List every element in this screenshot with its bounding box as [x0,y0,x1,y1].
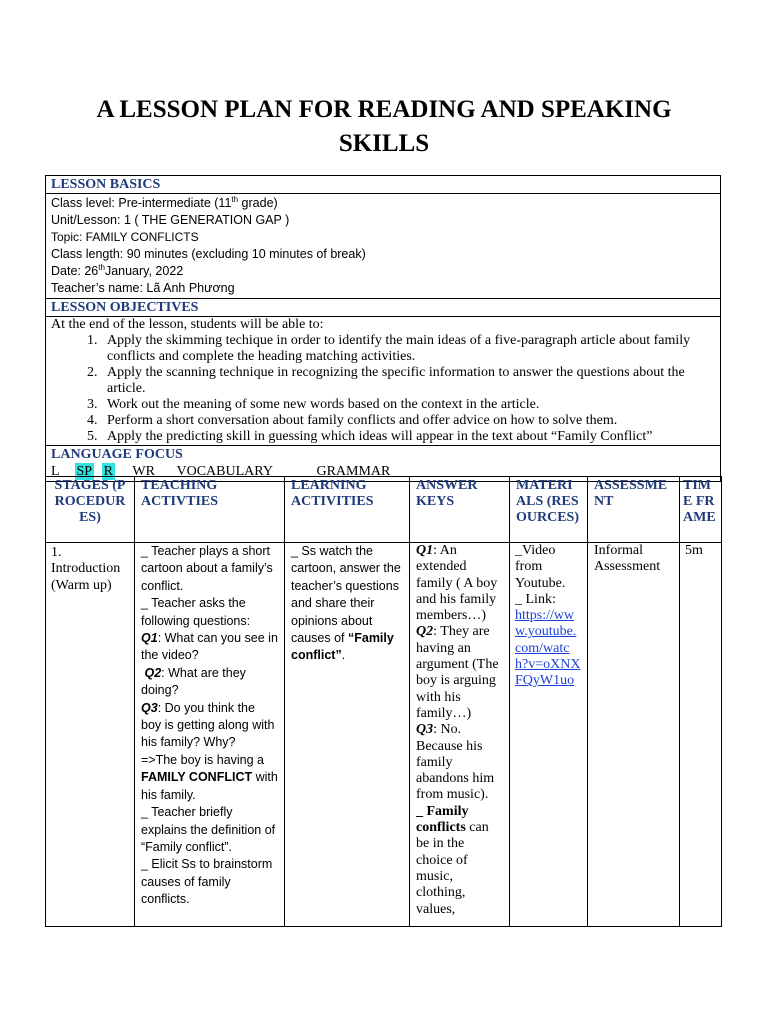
teaching-q1: Q1: What can you see in the video? [141,631,278,663]
skill-listening: L [51,464,60,479]
teaching-line: _ Teacher briefly explains the definition of “Family conflict”. [141,805,276,854]
objective-item: 4. Perform a short conversation about family conflicts and offer advice on how to solve them. [101,413,715,429]
learning-activities-cell: _ Ss watch the cartoon, answer the teacher’s questions and share their opinions about causes of “Family conflict”. [285,543,410,927]
objective-item: 3. Work out the meaning of some new words based on the context in the article. [101,397,715,413]
time-frame-cell: 5m [680,543,722,927]
assessment-cell: Informal Assessment [588,543,680,927]
youtube-link[interactable]: https://www.youtube.com/watch?v=oXNXFQyW1uo [515,608,581,689]
teaching-q2: Q2: What are they doing? [141,665,246,698]
lesson-basics-heading: LESSON BASICS [46,176,721,194]
lesson-objectives-heading: LESSON OBJECTIVES [46,299,721,317]
teaching-activities-cell [135,543,285,927]
skill-reading: R [103,464,113,479]
class-length: Class length: 90 minutes (excluding 10 minutes of break) [51,247,366,261]
skill-vocabulary: VOCABULARY [176,464,273,479]
teaching-answer: =>The boy is having a FAMILY CONFLICT with his family. [141,752,278,802]
lesson-objectives [46,317,721,446]
answer-q3: Q3: No. Because his family abandons him from music). [416,722,495,803]
header-learning: LEARNING ACTIVITIES [285,477,410,543]
objective-item: 1. Apply the skimming techique in order to identify the main ideas of a five-paragraph article about family conflicts and complete the heading matching activities. [101,333,715,365]
teacher-name: Teacher’s name: Lã Anh Phương [51,281,235,295]
skill-grammar: GRAMMAR [316,464,391,479]
procedure-table [45,476,722,927]
objective-item: 2. Apply the scanning technique in recognizing the specific information to answer the questions about the article. [101,365,715,397]
header-teaching: TEACHING ACTIVTIES [135,477,285,543]
header-assessment: ASSESSMENT [588,477,680,543]
stage-cell: 1. Introduction (Warm up) [46,543,135,927]
answer-q1: Q1: An extended family ( A boy and his family members…) [416,543,498,624]
materials-cell [510,543,588,927]
topic: Topic: FAMILY CONFLICTS [51,230,199,244]
class-level: Class level: Pre-intermediate (11th grade) [51,194,278,210]
teaching-q3: Q3: Do you think the boy is getting along with his family? Why? [141,700,275,750]
header-answer: ANSWER KEYS [410,477,510,543]
materials-video: _Video from Youtube. [515,543,566,591]
answer-q2: Q2: They are having an argument (The boy is arguing with his family…) [416,624,499,721]
answer-family-conflicts: _ Family conflicts can be in the choice of music, clothing, values, [416,803,489,917]
header-materials: MATERIALS (RESOURCES) [510,477,588,543]
lesson-basics-table [45,175,721,482]
materials-link-label: _ Link: [515,591,556,607]
header-time: TIME FRAME [680,477,722,543]
skill-writing: WR [132,464,155,479]
unit-lesson: Unit/Lesson: 1 ( THE GENERATION GAP ) [51,213,290,227]
header-stages: STAGES (PROCEDURES) [46,477,135,543]
objectives-list [51,333,715,445]
date: Date: 26thJanuary, 2022 [51,262,184,278]
document-title-line2: SKILLS [338,130,430,157]
language-focus-heading: LANGUAGE FOCUS [51,447,183,462]
lesson-basics-details [46,194,721,299]
objectives-intro: At the end of the lesson, students will be able to: [51,317,324,332]
objective-item: 5. Apply the predicting skill in guessing which ideas will appear in the text about “Family Conflict” [101,429,715,445]
answer-keys-cell [410,543,510,927]
teaching-line: _ Teacher asks the following questions: [141,596,251,628]
teaching-line: _ Teacher plays a short cartoon about a family’s conflict. [141,544,273,593]
document-title-line1: A LESSON PLAN FOR READING AND SPEAKING [96,96,672,123]
teaching-line: _ Elicit Ss to brainstorm causes of family conflicts. [141,857,273,907]
skill-speaking: SP [76,464,93,479]
